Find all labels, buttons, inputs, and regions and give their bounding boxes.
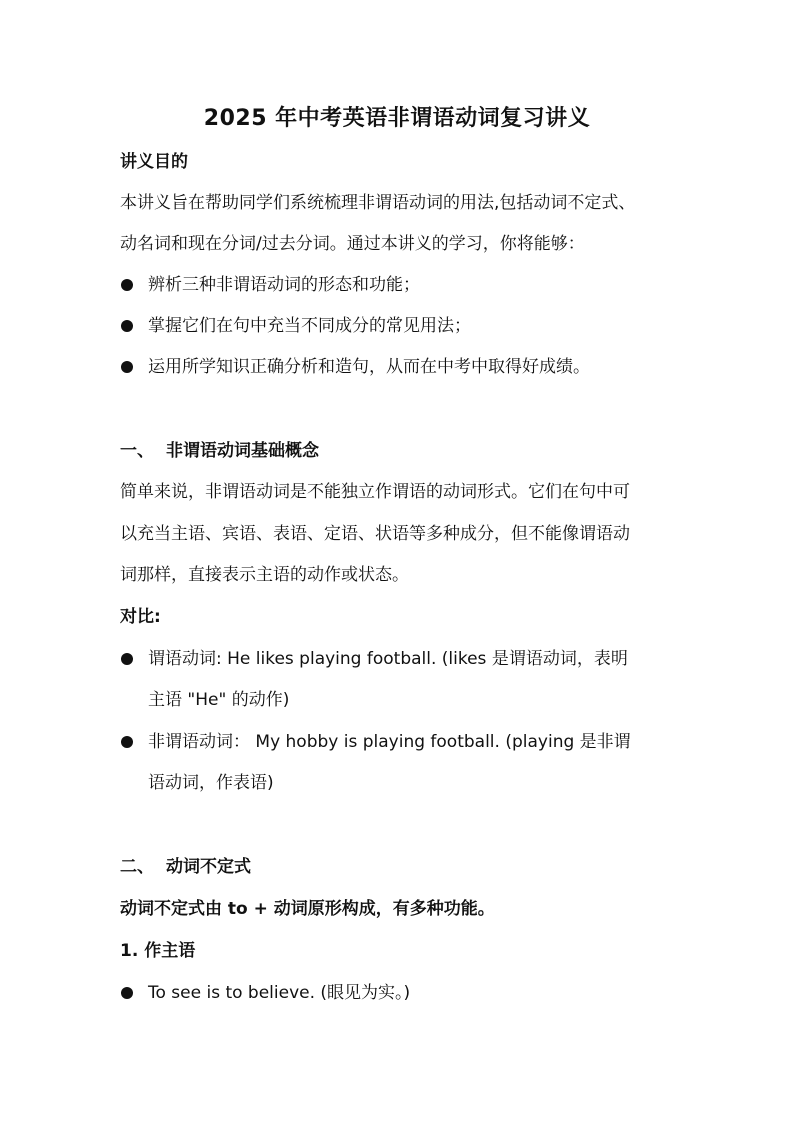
purpose-paragraph-line-2: 动名词和现在分词/过去分词。通过本讲义的学习，你将能够： bbox=[120, 234, 585, 254]
compare-2-line-1: 非谓语动词： My hobby is playing football. (playing 是非谓 bbox=[148, 732, 631, 752]
section-2-intro: 动词不定式由 to + 动词原形构成，有多种功能。 bbox=[120, 899, 495, 919]
bullet-dot bbox=[121, 653, 133, 665]
bullet-dot bbox=[121, 987, 133, 999]
section-2-number: 二、 bbox=[120, 857, 154, 877]
compare-label: 对比: bbox=[120, 607, 161, 627]
section-1-paragraph-line-3: 词那样，直接表示主语的动作或状态。 bbox=[120, 565, 409, 585]
bullet-dot bbox=[121, 361, 133, 373]
purpose-bullet-3: 运用所学知识正确分析和造句，从而在中考中取得好成绩。 bbox=[148, 357, 590, 377]
section-1-heading bbox=[120, 438, 690, 464]
section-2-heading bbox=[120, 854, 690, 880]
section-1-number: 一、 bbox=[120, 441, 154, 461]
purpose-heading: 讲义目的 bbox=[120, 152, 188, 172]
bullet-dot bbox=[121, 736, 133, 748]
compare-2-line-2: 语动词，作表语) bbox=[148, 773, 274, 793]
bullet-dot bbox=[121, 320, 133, 332]
section-1-paragraph-line-2: 以充当主语、宾语、表语、定语、状语等多种成分，但不能像谓语动 bbox=[120, 524, 630, 544]
document-title: 2025 年中考英语非谓语动词复习讲义 bbox=[203, 106, 591, 131]
section-1-title: 非谓语动词基础概念 bbox=[166, 441, 319, 461]
purpose-paragraph-line-1: 本讲义旨在帮助同学们系统梳理非谓语动词的用法,包括动词不定式、 bbox=[120, 193, 636, 213]
purpose-bullet-2: 掌握它们在句中充当不同成分的常见用法； bbox=[148, 316, 471, 336]
section-1-paragraph-line-1: 简单来说，非谓语动词是不能独立作谓语的动词形式。它们在句中可 bbox=[120, 482, 630, 502]
purpose-bullet-1: 辨析三种非谓语动词的形态和功能； bbox=[148, 275, 420, 295]
section-2-title: 动词不定式 bbox=[166, 857, 251, 877]
bullet-dot bbox=[121, 279, 133, 291]
compare-1-line-1: 谓语动词: He likes playing football. (likes 是谓语动词，表明 bbox=[148, 649, 628, 669]
subsection-1-heading: 1. 作主语 bbox=[120, 941, 196, 961]
compare-1-line-2: 主语 "He" 的动作) bbox=[148, 690, 290, 710]
subsection-1-example: To see is to believe. (眼见为实。) bbox=[148, 983, 411, 1003]
